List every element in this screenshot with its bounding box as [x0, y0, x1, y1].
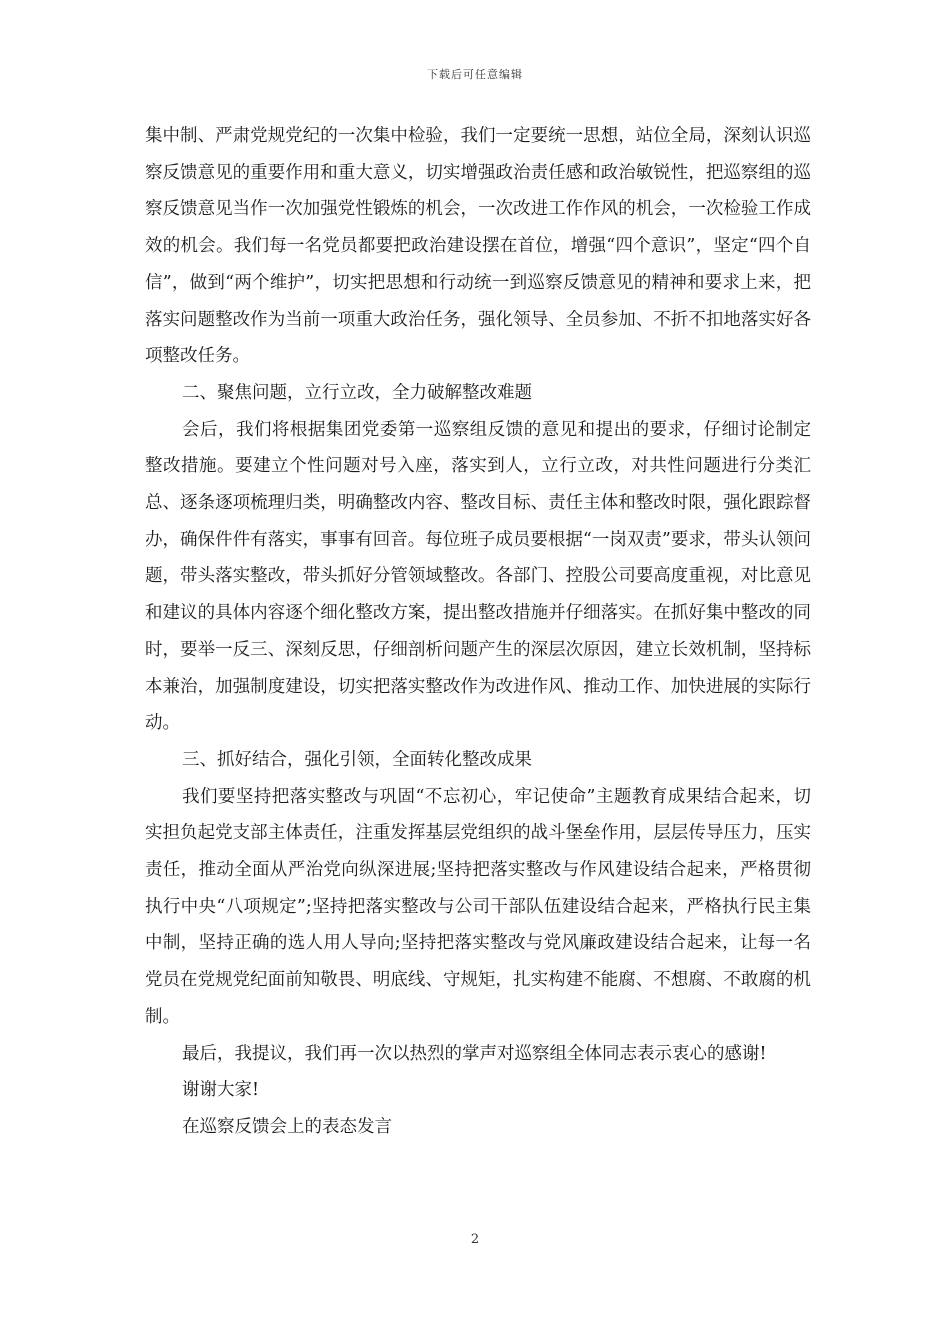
section-heading-2: 二、聚焦问题，立行立改，全力破解整改难题	[182, 382, 532, 403]
paragraph-title-line: 在巡察反馈会上的表态发言	[182, 1116, 392, 1137]
paragraph-continuation: 集中制、严肃党规党纪的一次集中检验，我们一定要统一思想，站位全局，深刻认识巡察反馈意见的重要作用和重大意义，切实增强政治责任感和政治敏锐性，把巡察组的巡察反馈意见当作一次加强党性锻炼的机会，一次改进工作作风的机会，一次检验工作成效的机会。我们每一名党员都要把政治建设摆在首位，增强“四个意识”，坚定“四个自信”，做到“两个维护”，切实把思想和行动统一到巡察反馈意见的精神和要求上来，把落实问题整改作为当前一项重大政治任务，强化领导、全员参加、不折不扣地落实好各项整改任务。	[145, 126, 811, 367]
download-note-header: 下载后可任意编辑	[427, 68, 523, 81]
paragraph-thanks: 谢谢大家!	[182, 1080, 260, 1101]
paragraph-closing: 最后，我提议，我们再一次以热烈的掌声对巡察组全体同志表示衷心的感谢!	[182, 1043, 767, 1064]
paragraph-combination: 我们要坚持把落实整改与巩固“不忘初心，牢记使命”主题教育成果结合起来，切实担负起党支部主体责任，注重发挥基层党组织的战斗堡垒作用，层层传导压力，压实责任，推动全面从严治党向纵深进展;坚持把落实整改与作风建设结合起来，严格贯彻执行中央“八项规定”;坚持把落实整改与公司干部队伍建设结合起来，严格执行民主集中制，坚持正确的选人用人导向;坚持把落实整改与党风廉政建设结合起来，让每一名党员在党规党纪面前知敬畏、明底线、守规矩，扎实构建不能腐、不想腐、不敢腐的机制。	[145, 786, 811, 1027]
section-heading-3: 三、抓好结合，强化引领，全面转化整改成果	[182, 749, 532, 770]
document-body	[145, 118, 811, 1146]
paragraph-rectification-measures: 会后，我们将根据集团党委第一巡察组反馈的意见和提出的要求，仔细讨论制定整改措施。要建立个性问题对号入座，落实到人，立行立改，对共性问题进行分类汇总、逐条逐项梳理归类，明确整改内容、整改目标、责任主体和整改时限，强化跟踪督办，确保件件有落实，事事有回音。每位班子成员要根据“一岗双责”要求，带头认领问题，带头落实整改，带头抓好分管领域整改。各部门、控股公司要高度重视，对比意见和建议的具体内容逐个细化整改方案，提出整改措施并仔细落实。在抓好集中整改的同时，要举一反三、深刻反思，仔细剖析问题产生的深层次原因，建立长效机制，坚持标本兼治，加强制度建设，切实把落实整改作为改进作风、推动工作、加快进展的实际行动。	[145, 419, 811, 734]
page-number: 2	[470, 1232, 480, 1247]
